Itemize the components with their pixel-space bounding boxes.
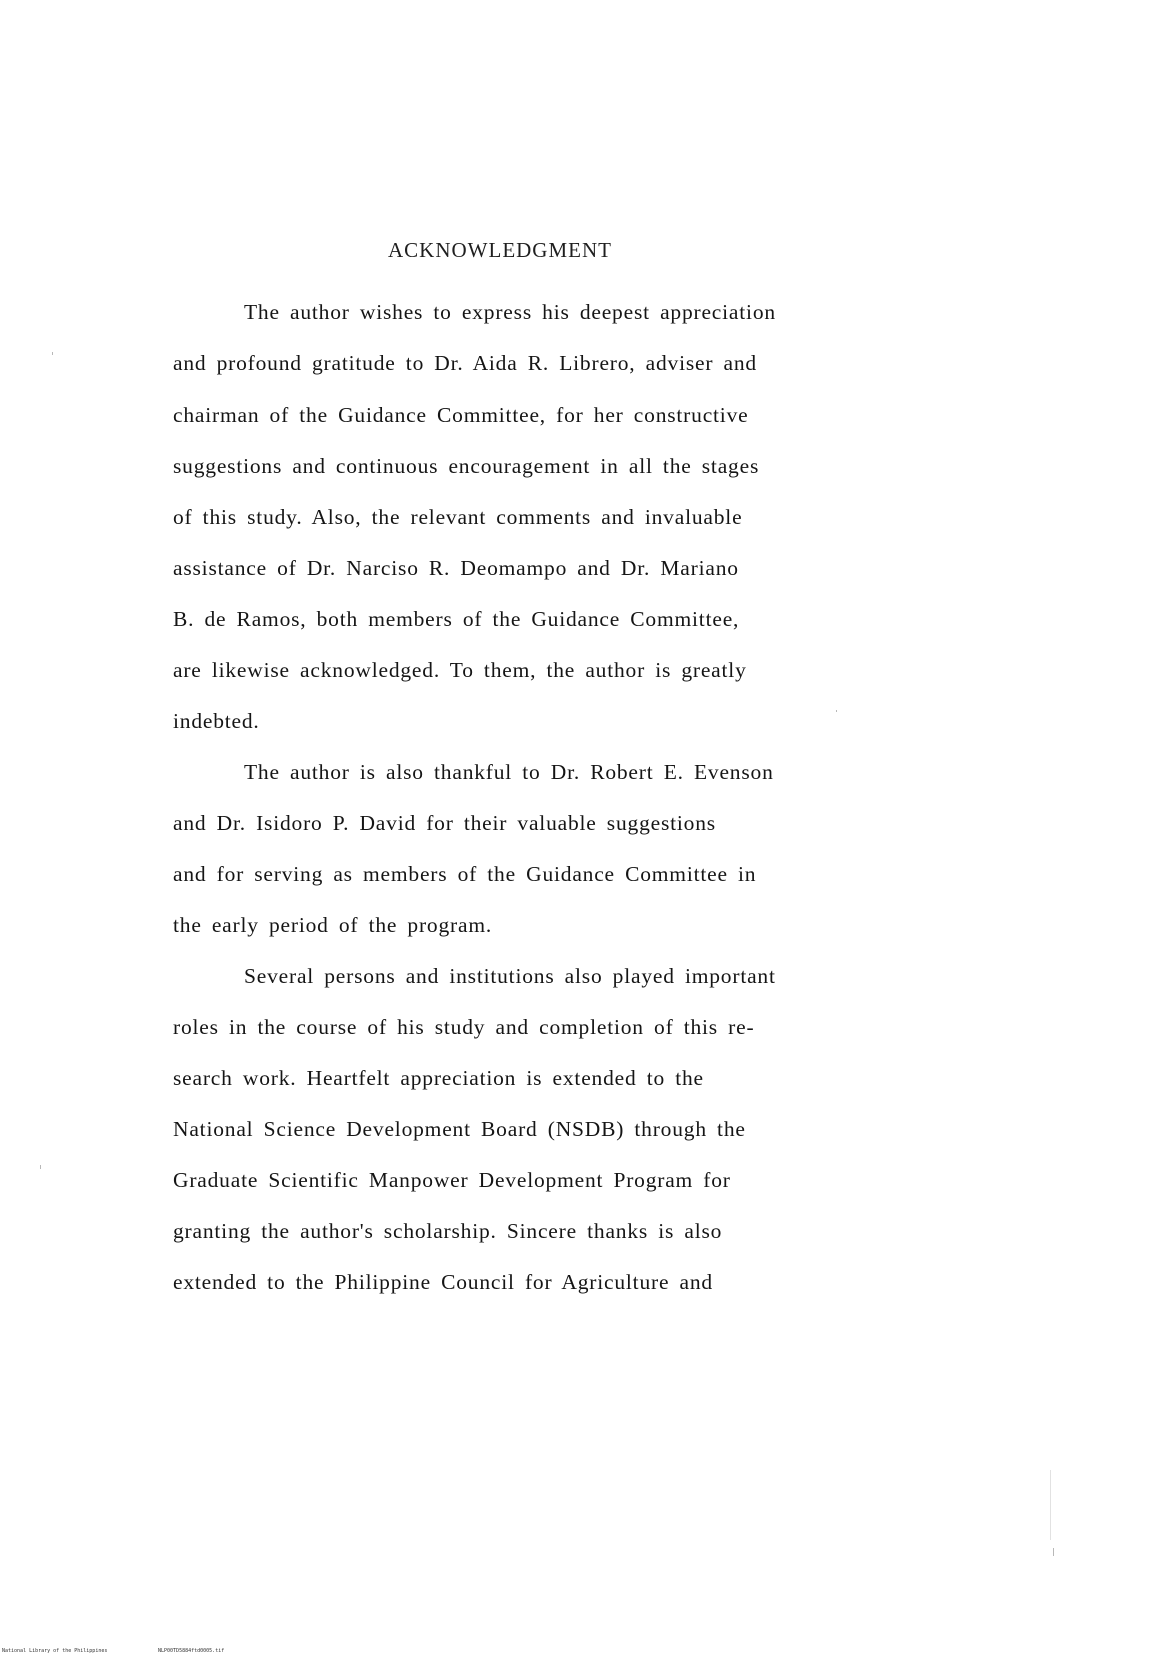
scan-speck [52, 352, 53, 355]
text-line: suggestions and continuous encouragement in all the stages [173, 454, 760, 478]
scan-speck [1050, 1470, 1051, 1540]
text-line: Graduate Scientific Manpower Development Program for [173, 1168, 731, 1192]
text-line: and profound gratitude to Dr. Aida R. Librero, adviser and [173, 351, 757, 375]
text-line: and for serving as members of the Guidance Committee in [173, 862, 757, 886]
text-line: The author wishes to express his deepest appreciation [244, 300, 776, 324]
text-line: B. de Ramos, both members of the Guidance Committee, [173, 607, 740, 631]
text-line: roles in the course of his study and completion of this re- [173, 1015, 755, 1039]
text-line: assistance of Dr. Narciso R. Deomampo and Dr. Mariano [173, 556, 739, 580]
footer-library-name: National Library of the Philippines [2, 1648, 108, 1654]
scan-speck [836, 710, 837, 712]
scan-speck [1053, 1548, 1054, 1556]
text-line: extended to the Philippine Council for Agriculture and [173, 1270, 713, 1294]
text-line: the early period of the program. [173, 913, 493, 937]
page-title: ACKNOWLEDGMENT [388, 238, 612, 262]
text-line: The author is also thankful to Dr. Robert E. Evenson [244, 760, 774, 784]
text-line: of this study. Also, the relevant comments and invaluable [173, 505, 743, 529]
text-line: search work. Heartfelt appreciation is extended to the [173, 1066, 704, 1090]
text-line: are likewise acknowledged. To them, the author is greatly [173, 658, 747, 682]
text-line: chairman of the Guidance Committee, for her constructive [173, 403, 749, 427]
text-line: National Science Development Board (NSDB) through the [173, 1117, 746, 1141]
text-line: Several persons and institutions also played important [244, 964, 776, 988]
text-line: indebted. [173, 709, 260, 733]
footer-filename: NLP00TD5884ftd0005.tif [158, 1648, 225, 1654]
text-line: granting the author's scholarship. Sincere thanks is also [173, 1219, 723, 1243]
text-line: and Dr. Isidoro P. David for their valuable suggestions [173, 811, 716, 835]
scan-speck [40, 1165, 41, 1169]
